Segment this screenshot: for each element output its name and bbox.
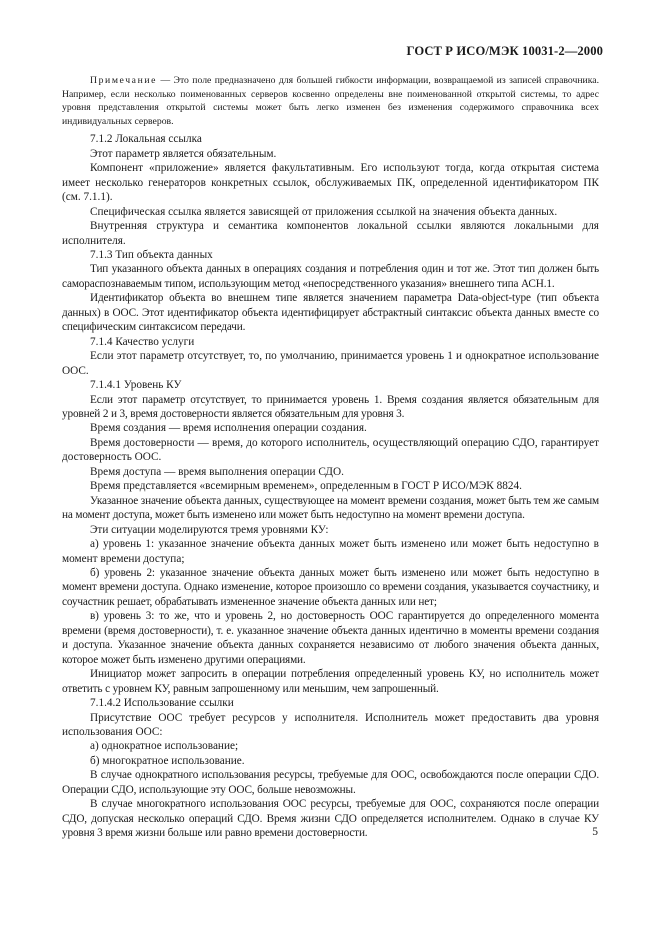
list-item: а) однократное использование; [90,740,239,753]
list-item: в) уровень 3: то же, что и уровень 2, но достоверность ООС гарантируется до определенного момента времени (время достоверности), т. е. указанное значение объекта данных идентично в моменты времени создания и доступа. Указанное значение объекта данных сохраняется независимо от любого значения объекта данных, которое может быть изменено другими операциями. [62,610,599,666]
list-item: б) многократное использование. [90,754,245,767]
list-item: а) уровень 1: указанное значение объекта данных может быть изменено или может быть недоступно в момент времени доступа; [62,538,599,565]
section-heading-7-1-4: 7.1.4 Качество услуги [90,335,195,348]
section-heading-7-1-4-1: 7.1.4.1 Уровень КУ [90,379,182,392]
body-paragraph: Время представляется «всемирным временем», определенным в ГОСТ Р ИСО/МЭК 8824. [90,480,522,493]
body-paragraph: Тип указанного объекта данных в операциях создания и потребления один и тот же. Этот тип должен быть самораспознаваемым типом, использующим метод «непосредственного указания» внешнего типа АСН.1. [62,263,599,290]
document-header: ГОСТ Р ИСО/МЭК 10031-2—2000 [406,44,603,58]
body-paragraph: Если этот параметр отсутствует, то принимается уровень 1. Время создания является обязательным для уровней 2 и 3, время достоверности является обязательным для уровня 3. [62,393,599,420]
body-paragraph: Идентификатор объекта во внешнем типе является значением параметра Data-object-type (тип объекта данных) в ООС. Этот идентификатор объекта идентифицирует абстрактный синтаксис объекта данных вместе со специфическим синтаксисом передачи. [62,292,599,334]
section-heading-7-1-4-2: 7.1.4.2 Использование ссылки [90,697,234,710]
body-paragraph: Инициатор может запросить в операции потребления определенный уровень КУ, но исполнитель может ответить с уровнем КУ, равным запрошенному или меньшим, чем запрошенный. [62,668,599,695]
body-paragraph: Указанное значение объекта данных, существующее на момент времени создания, может быть тем же самым на момент доступа, может быть изменено или может быть недоступно на момент времени доступа. [62,494,600,522]
body-paragraph: В случае многократного использования ООС ресурсы, требуемые для ООС, сохраняются после операции СДО, допуская несколько операций СДО. Время жизни СДО определяется исполнителем. Однако в случае КУ уровня 3 время жизни больше или равно времени достоверности. [62,798,599,840]
section-heading-7-1-2: 7.1.2 Локальная ссылка [90,133,202,146]
body-paragraph: Эти ситуации моделируются тремя уровнями КУ: [90,523,329,536]
body-paragraph: Время доступа — время выполнения операции СДО. [90,465,344,478]
body-paragraph: Время достоверности — время, до которого исполнитель, осуществляющий операцию СДО, гарантирует достоверность ООС. [62,436,599,464]
list-item: б) уровень 2: указанное значение объекта данных может быть изменено или может быть недоступно в момент времени доступа. Однако изменение, которое произошло со времени создания, указывается соучастнику, и соучастник решает, обрабатывать измененное значение объекта данных или нет; [62,566,599,608]
note-paragraph [62,74,599,128]
note-label: Примечание [90,75,158,86]
body-paragraph: Этот параметр является обязательным. [90,147,277,160]
body-paragraph: В случае однократного использования ресурсы, требуемые для ООС, освобождаются после операции СДО. Операции СДО, использующие эту ООС, больше невозможны. [62,769,599,796]
document-body [62,74,599,841]
body-paragraph: Компонент «приложение» является факультативным. Его используют тогда, когда открытая система имеет несколько генераторов конкретных ссылок, обслуживаемых ПК, определенной идентификатором ПК (см. 7.1.1). [62,162,599,204]
body-paragraph: Присутствие ООС требует ресурсов у исполнителя. Исполнитель может предоставить два уровня использования ООС: [62,711,599,738]
body-paragraph: Время создания — время исполнения операции создания. [90,422,367,435]
note-text: — Это поле предназначено для большей гибкости информации, возвращаемой из записей справочника. Например, если несколько поименованных серверов косвенно определены вне поименованной открытой системы, то адрес уровня представления открытой системы может быть легко изменен без изменения содержимого справочника всех индивидуальных серверов. [62,75,599,127]
body-paragraph: Специфическая ссылка является зависящей от приложения ссылкой на значения объекта данных. [90,205,558,218]
body-paragraph: Внутренняя структура и семантика компонентов локальной ссылки являются локальными для исполнителя. [62,220,599,247]
section-heading-7-1-3: 7.1.3 Тип объекта данных [90,249,213,261]
page-number: 5 [592,826,598,838]
body-paragraph: Если этот параметр отсутствует, то, по умолчанию, принимается уровень 1 и однократное использование ООС. [62,350,599,377]
